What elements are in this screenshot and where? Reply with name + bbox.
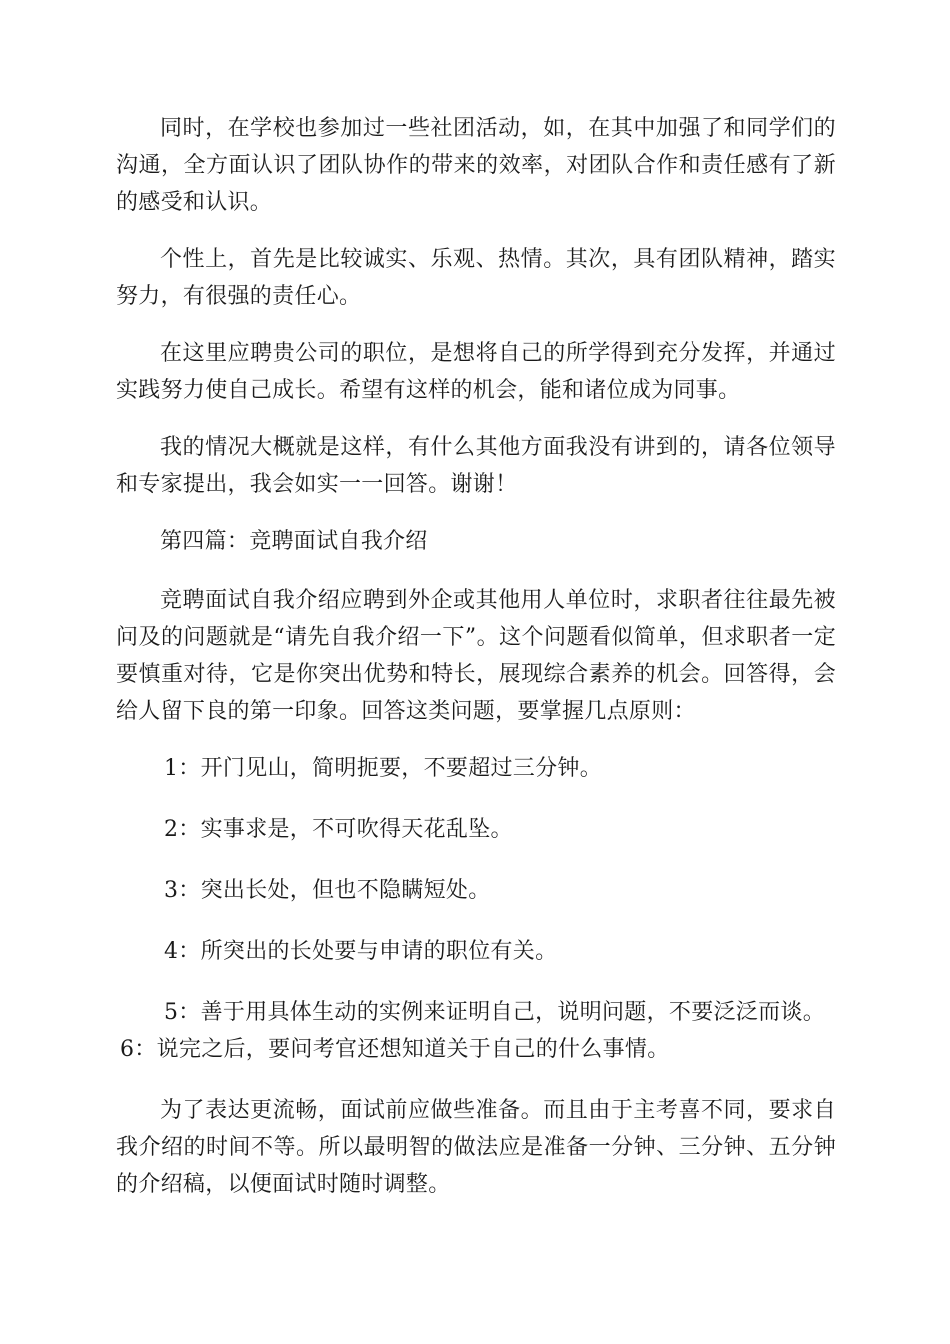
- paragraph-conclusion: 我的情况大概就是这样，有什么其他方面我没有讲到的，请各位领导和专家提出，我会如实一一回答。谢谢！: [116, 435, 836, 497]
- principle-item-3: 3：突出长处，但也不隐瞒短处。: [164, 878, 491, 903]
- paragraph-personality: 个性上，首先是比较诚实、乐观、热情。其次，具有团队精神，踏实努力，有很强的责任心。: [116, 247, 836, 309]
- document-page: [116, 110, 836, 1223]
- paragraph-closing: 为了表达更流畅，面试前应做些准备。而且由于主考喜不同，要求自我介绍的时间不等。所以最明智的做法应是准备一分钟、三分钟、五分钟的介绍稿，以便面试时随时调整。: [116, 1098, 836, 1197]
- paragraph-club-activities: 同时，在学校也参加过一些社团活动，如，在其中加强了和同学们的沟通，全方面认识了团队协作的带来的效率，对团队合作和责任感有了新的感受和认识。: [116, 116, 836, 215]
- principle-item-6: 6：说完之后，要问考官还想知道关于自己的什么事情。: [120, 1037, 670, 1062]
- principle-item-1: 1：开门见山，简明扼要，不要超过三分钟。: [164, 756, 602, 781]
- paragraph-intro: 竞聘面试自我介绍应聘到外企或其他用人单位时，求职者往往最先被问及的问题就是“请先自我介绍一下”。这个问题看似简单，但求职者一定要慎重对待，它是你突出优势和特长，展现综合素养的机会。回答得，会给人留下良的第一印象。回答这类问题，要掌握几点原则：: [116, 588, 836, 724]
- principle-item-4: 4：所突出的长处要与申请的职位有关。: [164, 939, 558, 964]
- principle-item-2: 2：实事求是，不可吹得天花乱坠。: [164, 817, 513, 842]
- principle-item-5: 5：善于用具体生动的实例来证明自己，说明问题，不要泛泛而谈。: [164, 1000, 825, 1025]
- section-title: 第四篇：竞聘面试自我介绍: [160, 529, 428, 554]
- paragraph-application-motive: 在这里应聘贵公司的职位，是想将自己的所学得到充分发挥，并通过实践努力使自己成长。希望有这样的机会，能和诸位成为同事。: [116, 341, 836, 403]
